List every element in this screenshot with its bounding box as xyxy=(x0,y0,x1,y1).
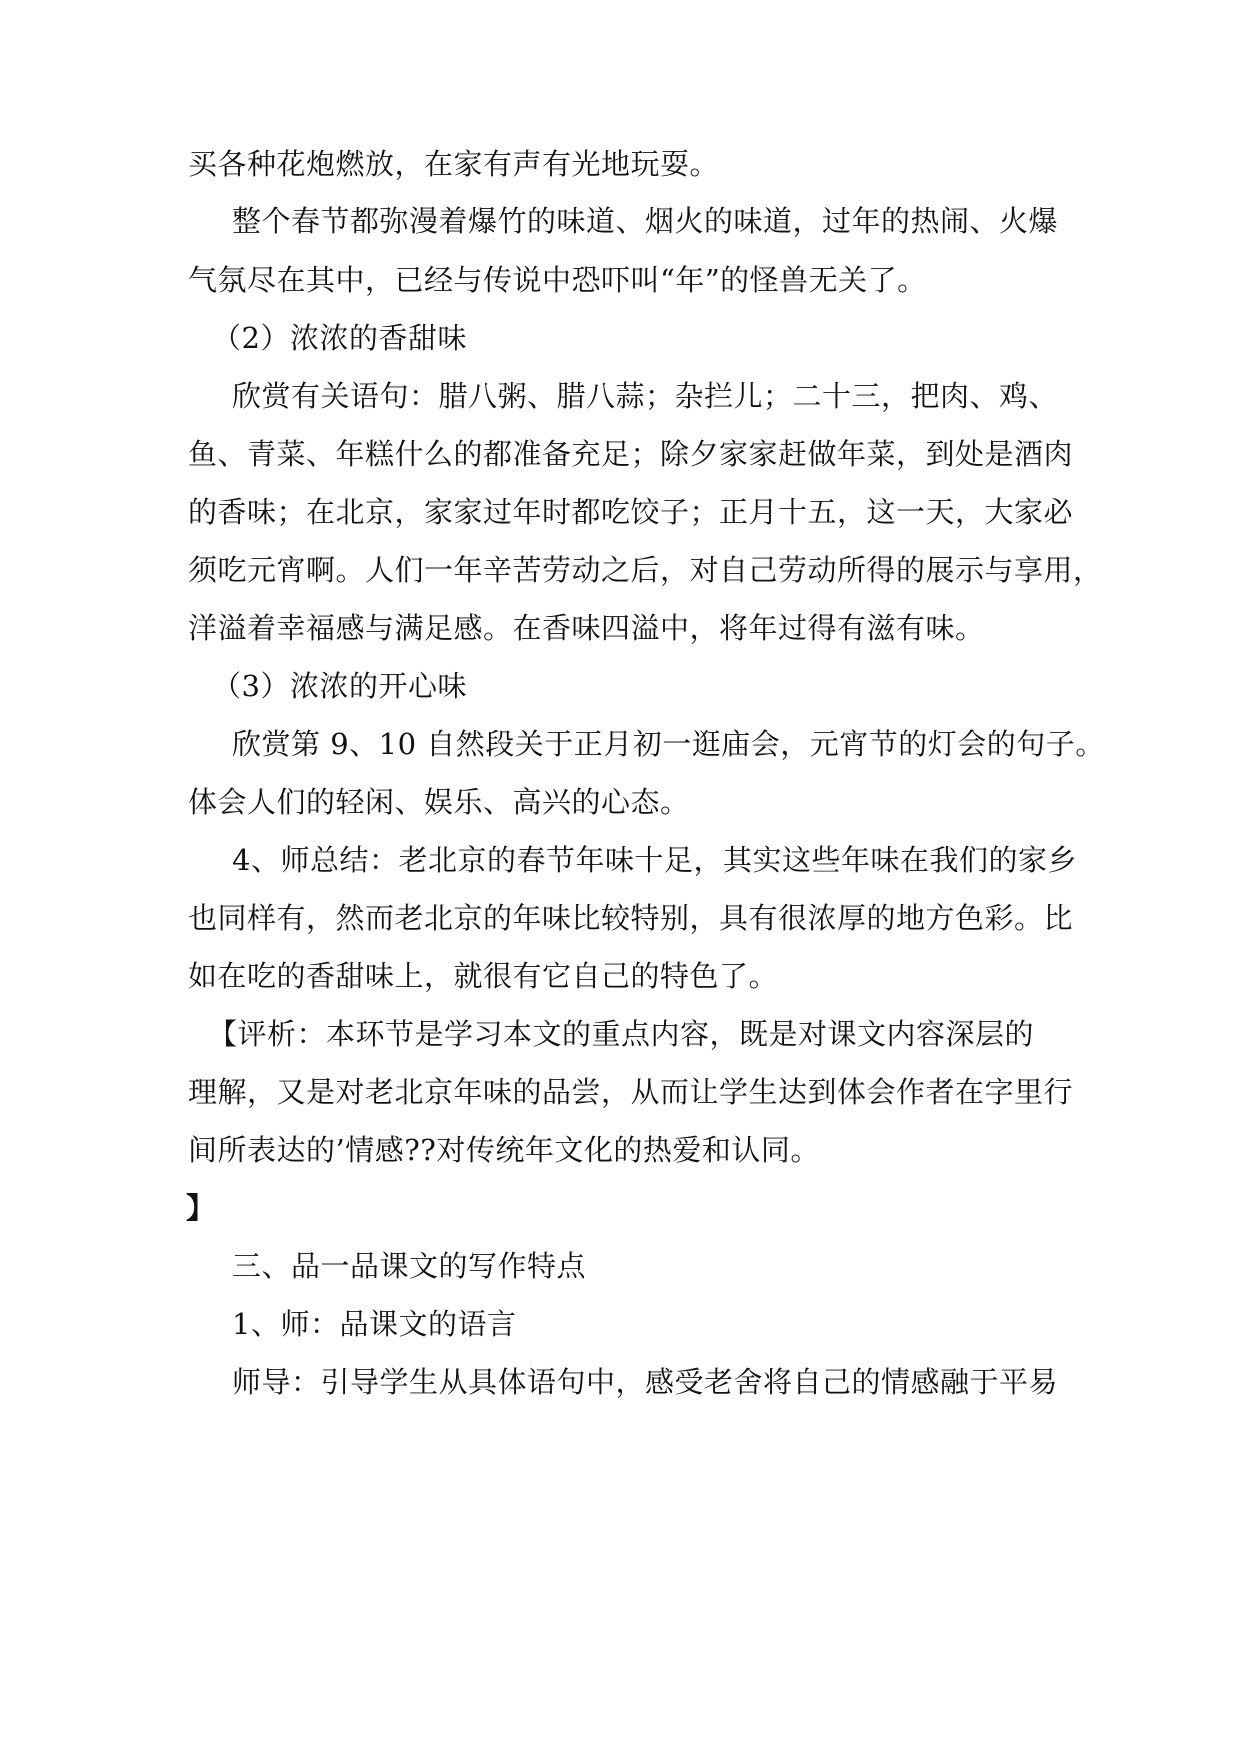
paragraph-line: 欣赏第 9、10 自然段关于正月初一逛庙会，元宵节的灯会的句子。 xyxy=(232,727,1105,761)
paragraph-line: 也同样有，然而老北京的年味比较特别，具有很浓厚的地方色彩。比 xyxy=(188,901,1074,935)
section-heading: （3）浓浓的开心味 xyxy=(212,669,467,703)
paragraph-line: 整个春节都弥漫着爆竹的味道、烟火的味道，过年的热闹、火爆 xyxy=(232,204,1059,238)
comment-line: 理解，又是对老北京年味的品尝，从而让学生达到体会作者在字里行 xyxy=(188,1075,1074,1109)
comment-close-bracket: 】 xyxy=(186,1191,216,1225)
paragraph-line: 洋溢着幸福感与满足感。在香味四溢中，将年过得有滋有味。 xyxy=(188,611,985,645)
paragraph-line: 欣赏有关语句：腊八粥、腊八蒜；杂拦儿；二十三，把肉、鸡、 xyxy=(232,379,1059,413)
paragraph-line: 买各种花炮燃放，在家有声有光地玩耍。 xyxy=(188,147,720,181)
paragraph-line: 鱼、青菜、年糕什么的都准备充足；除夕家家赶做年菜，到处是酒肉 xyxy=(188,437,1074,471)
paragraph-line: 须吃元宵啊。人们一年辛苦劳动之后，对自己劳动所得的展示与享用， xyxy=(188,553,1103,587)
comment-line: 【评析：本环节是学习本文的重点内容，既是对课文内容深层的 xyxy=(208,1017,1035,1051)
section-heading: （2）浓浓的香甜味 xyxy=(212,321,467,355)
comment-line: 间所表达的’情感??对传统年文化的热爱和认同。 xyxy=(188,1133,820,1167)
paragraph-line: 的香味；在北京，家家过年时都吃饺子；正月十五，这一天，大家必 xyxy=(188,495,1074,529)
paragraph-line: 气氛尽在其中，已经与传说中恐吓叫“年”的怪兽无关了。 xyxy=(188,263,927,297)
paragraph-line: 如在吃的香甜味上，就很有它自己的特色了。 xyxy=(188,959,779,993)
section-heading: 三、品一品课文的写作特点 xyxy=(232,1249,587,1283)
section-heading: 1、师：品课文的语言 xyxy=(232,1307,517,1341)
paragraph-line: 4、师总结：老北京的春节年味十足，其实这些年味在我们的家乡 xyxy=(232,843,1077,877)
paragraph-line: 师导：引导学生从具体语句中，感受老舍将自己的情感融于平易 xyxy=(232,1365,1059,1399)
paragraph-line: 体会人们的轻闲、娱乐、高兴的心态。 xyxy=(188,785,690,819)
